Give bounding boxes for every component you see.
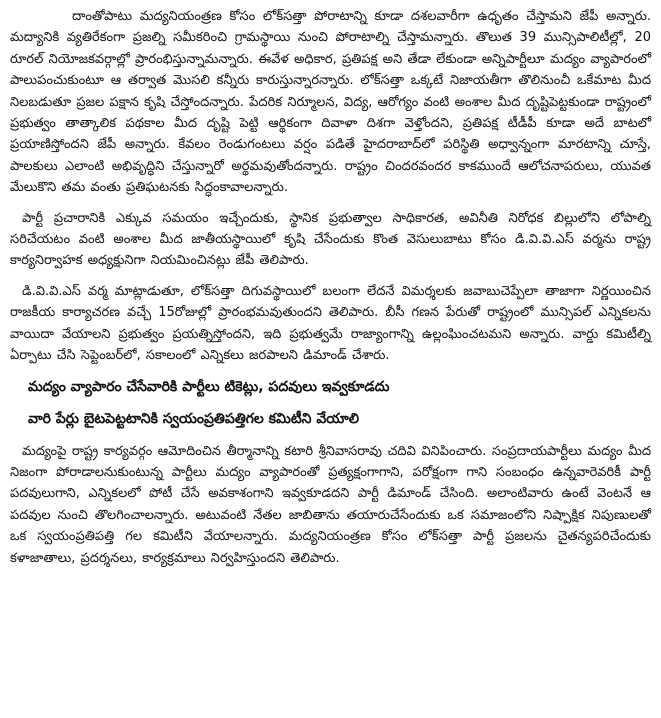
paragraph-working-president: పార్టీ ప్రచారానికి ఎక్కువ సమయం ఇచ్చేందుకు, స్థానిక ప్రభుత్వాల సాధికారత, అవినీతి నిరోధక బిల్లులోని లోపాల్ని సరిచేయటం వంటి అంశాల మీద జాతీయస్థాయిలో కృషి చేసేందుకు కొంత వెసులుబాటు కోసం డి.వి.వి.ఎస్ వర్మను రాష్ట్ర కార్యనిర్వాహక అధ్యక్షునిగా నియమించినట్లు జేపీ తెలిపారు. — [10, 210, 651, 269]
paragraph-gap — [10, 199, 651, 208]
paragraph-resolution: మద్యంపై రాష్ట్ర కార్యవర్గం ఆమోదించిన తీర్మానాన్ని కటారి శ్రీనివాసరావు చదివి వినిపించారు. సంప్రదాయపార్టీలు మద్యం మీద నిజంగా పోరాడాలనుకుంటున్న పార్టీలు మద్యం వ్యాపారంతో ప్రత్యక్షంగాగాని, పరోక్షంగా గాని సంబంధం ఉన్నవారెవరికీ పార్టీ పదవులుగాని, ఎన్నికలలో పోటీ చేసే అవకాశంగాని ఇవ్వకూడదని పార్టీ డిమాండ్ చేసింది. అలాంటివారు ఉంటే వెంటనే ఆ పదవుల నుంచి తొలగించాలన్నారు. అటువంటి నేతల జాబితాను తయారుచేసేందుకు ఒక సమాజంలోని నిష్పాక్షిక నిపుణులతో ఒక స్వయంప్రతిపత్తి గల కమిటీని వేయాలన్నారు. మద్యనియంత్రణ కోసం లోక్‌సత్తా పార్టీ ప్రజలను చైతన్యపరిచేందుకు కళాజాతాలు, ప్రదర్శనలు, కార్యక్రమాలు నిర్వహిస్తుందని తెలిపారు. — [10, 443, 651, 566]
subheading-no-tickets: మద్యం వ్యాపారం చేసేవారికి పార్టీలు టికెట్లు, పదవులు ఇవ్వకూడదు — [28, 378, 390, 395]
subheading-committee: వారి పేర్లు బైటపెట్టటానికి స్వయంప్రతిపత్తిగల కమిటీని వేయాలి — [28, 410, 360, 427]
subheadings — [10, 377, 651, 429]
paragraph-varma-statement: డి.వి.వి.ఎస్ వర్మ మాట్లాడుతూ, లోక్‌సత్తా దిగువస్థాయిలో బలంగా లేదనే విమర్శలకు జవాబుచెప్పేలా తాజాగా నిర్ణయించిన రాజకీయ కార్యాచరణ వచ్చే 15రోజుల్లో ప్రారంభమవుతుందని తెలిపారు. బీసీ గణన పేరుతో రాష్ట్రంలో మున్సిపల్ ఎన్నికలను వాయిదా వేయాలని ప్రభుత్వం ప్రయత్నిస్తోందని, ఇది ప్రభుత్వమే రాజ్యాంగాన్ని ఉల్లంఘించటమని అన్నారు. వార్డు కమిటీల్ని ఏర్పాటు చేసి సెప్టెంబర్‌లో, సకాలంలో ఎన్నికలు జరపాలని డిమాండ్ చేశారు. — [10, 283, 651, 364]
paragraph-gap — [10, 272, 651, 281]
paragraph-liquor-campaign: దాంతోపాటు మద్యనియంత్రణ కోసం లోక్‌సత్తా పోరాటాన్ని కూడా దశలవారీగా ఉధృతం చేస్తామని జేపీ అన్నారు. మద్యానికి వ్యతిరేకంగా ప్రజల్ని సమీకరించి గ్రామస్థాయి నుంచి పోరాటాల్ని చేస్తామన్నారు. తొలుత 39 మున్సిపాలిటీల్లో, 20 రూరల్ నియోజకవర్గాల్లో ప్రారంభిస్తున్నామన్నారు. ఈవేళ అధికార, ప్రతిపక్ష అని తేడా లేకుండా అన్నిపార్టీలూ మద్యం వ్యాపారంలో పాలుపంచుకుంటూ ఆ తర్వాత మొసలి కన్నీరు కారుస్తున్నారన్నారు. లోక్‌సత్తా ఒక్కటే నిజాయతీగా తొలినుంచీ ఒకేమాట మీద నిలబడుతూ ప్రజల పక్షాన కృషి చేస్తోందన్నారు. పేదరిక నిర్మూలన, విద్య, ఆరోగ్యం వంటి అంశాల మీద దృష్టిపెట్టకుండా రాష్ట్రంలో ప్రభుత్వం తాత్కాలిక పథకాల మీద దృష్టి పెట్టి ఆర్థికంగా దివాళా దిశగా వెళ్తోందని, ప్రతిపక్ష టీడీపీ కూడా అదే బాటలో ప్రయాణిస్తోందని జేపీ అన్నారు. కేవలం రెండుగంటలు వర్షం పడితే హైదరాబాద్‌లో పరిస్థితి అధ్వాన్నంగా మారటాన్ని చూస్తే, పాలకులు ఎలాంటి అభివృద్ధిని చేస్తున్నారో అర్థమవుతోందన్నారు. రాష్ట్రం చిందరవందర కాకముందే ఆలోచనాపరులు, యువత మేలుకొని తమ వంతు ప్రతిఘటనకు సిద్ధంకావాలన్నారు. — [10, 9, 651, 196]
